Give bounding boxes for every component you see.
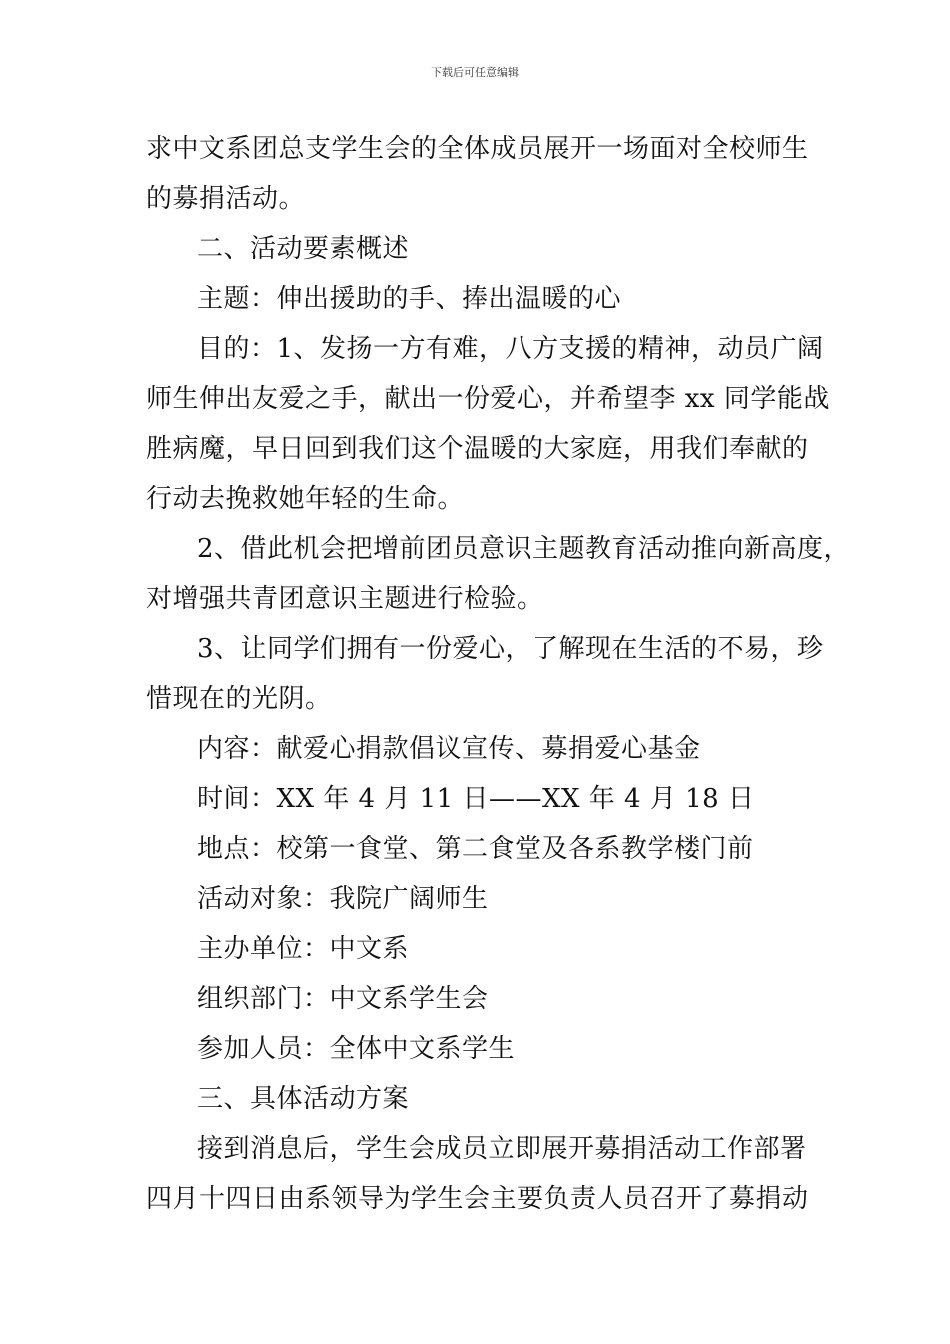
text-line: 主题：伸出援助的手、捧出温暖的心 [197, 284, 622, 314]
text-line: 2、借此机会把增前团员意识主题教育活动推向新高度， [197, 534, 851, 564]
text-line: 四月十四日由系领导为学生会主要负责人员召开了募捐动 [146, 1184, 809, 1214]
text-line: 对增强共青团意识主题进行检验。 [146, 584, 544, 614]
document-body [146, 124, 851, 1224]
text-line: 师生伸出友爱之手，献出一份爱心，并希望李 xx 同学能战 [146, 384, 830, 414]
page-header: 下载后可任意编辑 [431, 66, 519, 79]
section-heading: 三、具体活动方案 [197, 1084, 410, 1114]
section-heading: 二、活动要素概述 [197, 234, 410, 264]
text-line: 活动对象：我院广阔师生 [197, 884, 489, 914]
text-line: 胜病魔，早日回到我们这个温暖的大家庭，用我们奉献的 [146, 434, 809, 464]
text-line: 惜现在的光阴。 [146, 684, 332, 714]
text-line: 接到消息后，学生会成员立即展开募捐活动工作部署 [197, 1134, 807, 1164]
text-line: 行动去挽救她年轻的生命。 [146, 484, 465, 514]
text-line: 求中文系团总支学生会的全体成员展开一场面对全校师生 [146, 134, 809, 164]
text-line: 组织部门：中文系学生会 [197, 984, 489, 1014]
text-line: 主办单位：中文系 [197, 934, 410, 964]
text-line: 目的：1、发扬一方有难，八方支援的精神，动员广阔 [197, 334, 824, 364]
text-line: 地点：校第一食堂、第二食堂及各系教学楼门前 [197, 834, 754, 864]
text-line: 内容：献爱心捐款倡议宣传、募捐爱心基金 [197, 734, 701, 764]
text-line: 时间：XX 年 4 月 11 日——XX 年 4 月 18 日 [197, 784, 755, 814]
text-line: 参加人员：全体中文系学生 [197, 1034, 516, 1064]
text-line: 3、让同学们拥有一份爱心，了解现在生活的不易，珍 [197, 634, 824, 664]
text-line: 的募捐活动。 [146, 184, 306, 214]
